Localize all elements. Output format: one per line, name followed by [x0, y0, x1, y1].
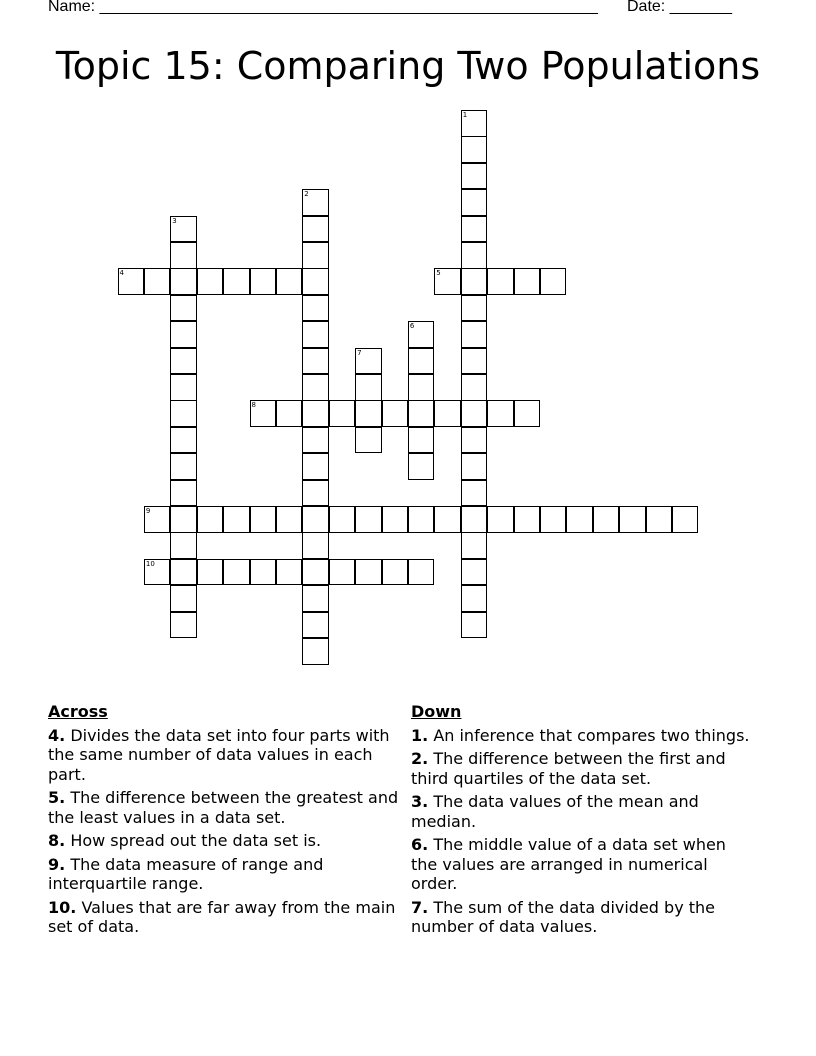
grid-cell[interactable]: [461, 612, 488, 639]
date-field-label: Date: _______: [627, 0, 732, 15]
grid-cell[interactable]: [382, 506, 409, 533]
grid-cell[interactable]: [302, 585, 329, 612]
cell-number: 10: [145, 559, 155, 568]
grid-cell[interactable]: [302, 453, 329, 480]
clue-text: An inference that compares two things.: [433, 725, 750, 745]
clue-text: The difference between the first and third quartiles of the data set.: [411, 749, 726, 788]
grid-cell[interactable]: [302, 506, 329, 533]
clue-number: 4.: [48, 725, 66, 745]
grid-cell[interactable]: [461, 216, 488, 243]
grid-cell[interactable]: [223, 559, 250, 586]
grid-cell[interactable]: [514, 400, 541, 427]
grid-cell[interactable]: [461, 321, 488, 348]
grid-cell[interactable]: [461, 585, 488, 612]
grid-cell[interactable]: [144, 268, 171, 295]
grid-cell[interactable]: [276, 268, 303, 295]
grid-cell[interactable]: [302, 189, 329, 216]
clue-number: 9.: [48, 854, 66, 874]
cell-number: 6: [409, 322, 415, 331]
down-heading: Down: [411, 702, 462, 721]
clue-text: How spread out the data set is.: [70, 831, 322, 850]
cell-number: 8: [251, 401, 256, 410]
grid-cell[interactable]: [276, 559, 303, 586]
grid-cell[interactable]: [646, 506, 673, 533]
grid-cell[interactable]: [487, 506, 514, 533]
clue-number: 2.: [411, 749, 429, 768]
grid-cell[interactable]: [619, 506, 646, 533]
down-clue: [411, 749, 751, 788]
cell-number: 9: [145, 507, 151, 515]
grid-cell[interactable]: [302, 427, 329, 454]
grid-cell[interactable]: [170, 400, 197, 427]
grid-cell[interactable]: [170, 506, 197, 533]
grid-cell[interactable]: [302, 242, 329, 269]
grid-cell[interactable]: [170, 612, 197, 639]
grid-cell[interactable]: [461, 110, 488, 137]
grid-cell[interactable]: [461, 242, 488, 269]
grid-cell[interactable]: [170, 427, 197, 454]
grid-cell[interactable]: [540, 506, 567, 533]
grid-cell[interactable]: [302, 532, 329, 559]
down-clue: [411, 898, 751, 937]
clue-text: Divides the data set into four parts with the same number of data values in each part.: [48, 725, 390, 784]
grid-cell[interactable]: [170, 295, 197, 322]
grid-cell[interactable]: [302, 321, 329, 348]
grid-cell[interactable]: [170, 532, 197, 559]
grid-cell[interactable]: [329, 559, 356, 586]
down-clues: [411, 702, 751, 941]
clue-text: The middle value of a data set when the values are arranged in numerical order.: [411, 835, 726, 893]
grid-cell[interactable]: [355, 400, 382, 427]
grid-cell[interactable]: [461, 374, 488, 401]
cell-number: 5: [436, 269, 441, 278]
grid-cell[interactable]: [223, 506, 250, 533]
cell-number: 4: [119, 269, 124, 278]
grid-cell[interactable]: [461, 506, 488, 533]
grid-cell[interactable]: [461, 559, 488, 586]
down-clue: [411, 726, 751, 746]
grid-cell[interactable]: [144, 506, 171, 533]
grid-cell[interactable]: [461, 348, 488, 375]
grid-cell[interactable]: [355, 348, 382, 375]
grid-cell[interactable]: [170, 242, 197, 269]
grid-cell[interactable]: [408, 374, 435, 401]
grid-cell[interactable]: [329, 506, 356, 533]
across-clue: [48, 788, 408, 827]
clue-number: 3.: [411, 792, 429, 811]
grid-cell[interactable]: [250, 559, 277, 586]
clue-number: 5.: [48, 788, 66, 807]
grid-cell[interactable]: [170, 321, 197, 348]
grid-cell[interactable]: [355, 427, 382, 454]
grid-cell[interactable]: [434, 506, 461, 533]
grid-cell[interactable]: [355, 374, 382, 401]
grid-cell[interactable]: [461, 136, 488, 163]
across-clues: [48, 702, 408, 941]
clue-text: Values that are far away from the main set of data.: [48, 897, 396, 936]
clue-text: The difference between the greatest and the least values in a data set.: [48, 788, 399, 827]
grid-cell[interactable]: [302, 216, 329, 243]
grid-cell[interactable]: [408, 321, 435, 348]
grid-cell[interactable]: [566, 506, 593, 533]
grid-cell[interactable]: [461, 189, 488, 216]
grid-cell[interactable]: [170, 559, 197, 586]
grid-cell[interactable]: [118, 268, 145, 295]
clue-text: The data measure of range and interquartile range.: [48, 854, 324, 893]
grid-cell[interactable]: [408, 400, 435, 427]
clue-number: 1.: [411, 725, 429, 745]
grid-cell[interactable]: [434, 268, 461, 295]
grid-cell[interactable]: [223, 268, 250, 295]
clue-number: 10.: [48, 897, 77, 917]
grid-cell[interactable]: [540, 268, 567, 295]
grid-cell[interactable]: [408, 506, 435, 533]
grid-cell[interactable]: [461, 295, 488, 322]
grid-cell[interactable]: [250, 400, 277, 427]
name-field-label: Name: ________________________________________________________: [48, 0, 598, 15]
grid-cell[interactable]: [461, 268, 488, 295]
cell-number: 2: [304, 190, 309, 199]
grid-cell[interactable]: [487, 400, 514, 427]
grid-cell[interactable]: [461, 480, 488, 507]
grid-cell[interactable]: [250, 268, 277, 295]
grid-cell[interactable]: [514, 268, 541, 295]
grid-cell[interactable]: [461, 163, 488, 190]
grid-cell[interactable]: [408, 427, 435, 454]
clue-number: 6.: [411, 835, 429, 854]
grid-cell[interactable]: [434, 400, 461, 427]
grid-cell[interactable]: [382, 559, 409, 586]
grid-cell[interactable]: [302, 559, 329, 586]
grid-cell[interactable]: [276, 506, 303, 533]
across-clue: [48, 726, 408, 785]
grid-cell[interactable]: [302, 268, 329, 295]
grid-cell[interactable]: [461, 532, 488, 559]
grid-cell[interactable]: [170, 216, 197, 243]
grid-cell[interactable]: [461, 453, 488, 480]
grid-cell[interactable]: [593, 506, 620, 533]
grid-cell[interactable]: [170, 374, 197, 401]
across-clue: [48, 898, 408, 937]
grid-cell[interactable]: [461, 427, 488, 454]
across-heading: Across: [48, 702, 108, 721]
grid-cell[interactable]: [170, 348, 197, 375]
across-clue: [48, 831, 408, 851]
clue-number: 7.: [411, 897, 429, 917]
grid-cell[interactable]: [250, 506, 277, 533]
clue-number: 8.: [48, 831, 66, 850]
grid-cell[interactable]: [197, 268, 224, 295]
grid-cell[interactable]: [514, 506, 541, 533]
grid-cell[interactable]: [302, 374, 329, 401]
grid-cell[interactable]: [302, 348, 329, 375]
grid-cell[interactable]: [408, 453, 435, 480]
grid-cell[interactable]: [382, 400, 409, 427]
grid-cell[interactable]: [302, 295, 329, 322]
grid-cell[interactable]: [170, 453, 197, 480]
grid-cell[interactable]: [302, 480, 329, 507]
grid-cell[interactable]: [197, 559, 224, 586]
cell-number: 1: [462, 111, 468, 119]
page-title: Topic 15: Comparing Two Populations: [55, 44, 761, 88]
down-clue: [411, 835, 751, 894]
grid-cell[interactable]: [355, 559, 382, 586]
grid-cell[interactable]: [487, 268, 514, 295]
cell-number: 3: [172, 216, 177, 225]
grid-cell[interactable]: [276, 400, 303, 427]
grid-cell[interactable]: [302, 638, 329, 665]
down-clue: [411, 792, 751, 831]
grid-cell[interactable]: [355, 506, 382, 533]
grid-cell[interactable]: [197, 506, 224, 533]
grid-cell[interactable]: [302, 400, 329, 427]
across-clue: [48, 855, 408, 894]
clue-text: The sum of the data divided by the number of data values.: [411, 897, 716, 936]
grid-cell[interactable]: [170, 480, 197, 507]
grid-cell[interactable]: [672, 506, 699, 533]
grid-cell[interactable]: [144, 559, 171, 586]
grid-cell[interactable]: [461, 400, 488, 427]
grid-cell[interactable]: [408, 559, 435, 586]
grid-cell[interactable]: [329, 400, 356, 427]
grid-cell[interactable]: [170, 585, 197, 612]
grid-cell[interactable]: [302, 612, 329, 639]
cell-number: 7: [357, 348, 362, 357]
grid-cell[interactable]: [408, 348, 435, 375]
grid-cell[interactable]: [170, 268, 197, 295]
clue-text: The data values of the mean and median.: [411, 792, 699, 831]
